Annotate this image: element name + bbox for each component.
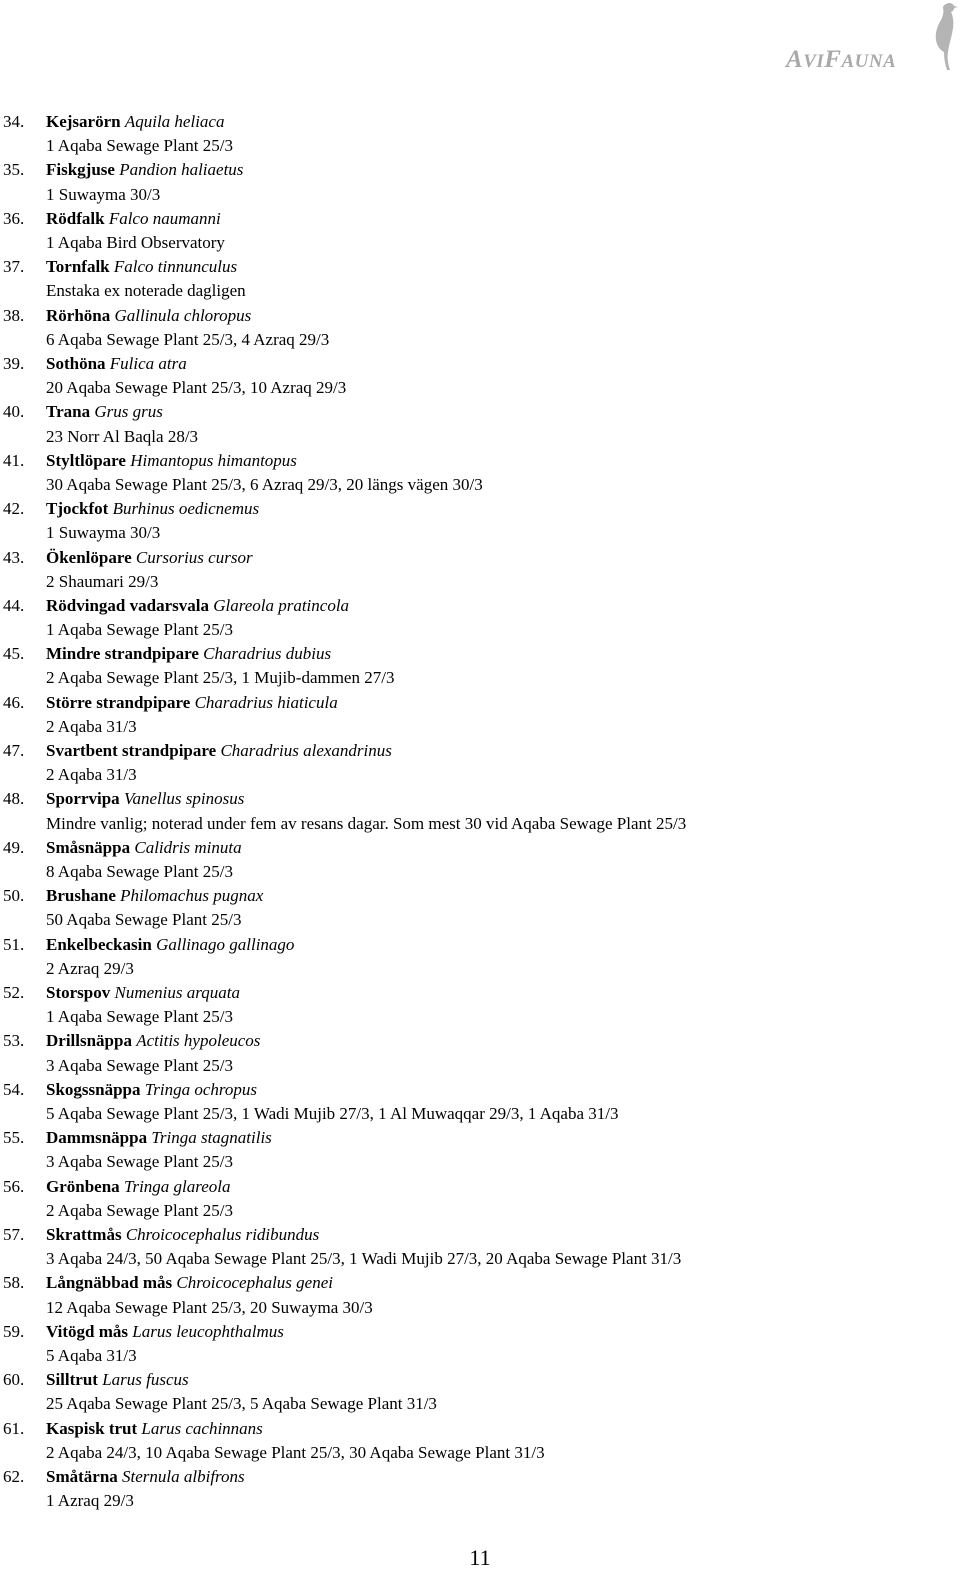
scientific-name: Falco naumanni bbox=[108, 208, 221, 228]
scientific-name: Philomachus pugnax bbox=[120, 886, 264, 906]
common-name: Kejsarörn bbox=[46, 112, 121, 131]
species-entry bbox=[0, 304, 960, 352]
observation-text: 3 Aqaba Sewage Plant 25/3 bbox=[46, 1152, 233, 1172]
common-name: Vitögd mås bbox=[46, 1321, 129, 1341]
page-number: 11 bbox=[469, 1545, 491, 1570]
observation-text: Mindre vanlig; noterad under fem av resans dagar. Som mest 30 vid Aqaba Sewage Plant 25/3 bbox=[46, 813, 687, 833]
species-name bbox=[46, 933, 294, 957]
species-entry bbox=[0, 787, 960, 835]
species-entry bbox=[0, 933, 960, 981]
species-name bbox=[46, 1175, 231, 1199]
species-name bbox=[46, 1078, 257, 1102]
species-number: 41. bbox=[3, 450, 25, 470]
species-number: 55. bbox=[3, 1128, 25, 1148]
species-number: 51. bbox=[3, 934, 25, 954]
species-name bbox=[46, 836, 242, 860]
species-entry bbox=[0, 546, 960, 594]
common-name: Rödfalk bbox=[46, 208, 105, 228]
species-name bbox=[46, 158, 243, 182]
species-entry bbox=[0, 1175, 960, 1223]
species-name bbox=[46, 787, 244, 811]
species-entry bbox=[0, 884, 960, 932]
common-name: Mindre strandpipare bbox=[46, 644, 199, 664]
scientific-name: Actitis hypoleucos bbox=[136, 1031, 261, 1051]
observation-text: 2 Aqaba 24/3, 10 Aqaba Sewage Plant 25/3, 30 Aqaba Sewage Plant 31/3 bbox=[46, 1442, 545, 1462]
species-number: 42. bbox=[3, 499, 25, 519]
species-number: 54. bbox=[3, 1079, 25, 1099]
observation-text: 1 Suwayma 30/3 bbox=[46, 523, 161, 543]
observation-text: 2 Shaumari 29/3 bbox=[46, 571, 159, 591]
species-name bbox=[46, 884, 263, 908]
species-number: 53. bbox=[3, 1031, 25, 1051]
avifauna-logo bbox=[770, 0, 960, 80]
common-name: Småsnäppa bbox=[46, 837, 131, 857]
common-name: Drillsnäppa bbox=[46, 1031, 132, 1051]
species-number: 48. bbox=[3, 789, 25, 809]
observation-text: 1 Aqaba Bird Observatory bbox=[46, 232, 225, 252]
scientific-name: Fulica atra bbox=[109, 353, 187, 373]
observation-text: 1 Aqaba Sewage Plant 25/3 bbox=[46, 1007, 233, 1027]
species-entry bbox=[0, 255, 960, 303]
scientific-name: Aquila heliaca bbox=[124, 112, 225, 131]
observation-text: 3 Aqaba 24/3, 50 Aqaba Sewage Plant 25/3, 1 Wadi Mujib 27/3, 20 Aqaba Sewage Plant 31/3 bbox=[46, 1249, 682, 1269]
species-entry bbox=[0, 352, 960, 400]
species-number: 50. bbox=[3, 886, 25, 906]
species-name bbox=[46, 1417, 263, 1441]
observation-text: 25 Aqaba Sewage Plant 25/3, 5 Aqaba Sewage Plant 31/3 bbox=[46, 1394, 437, 1414]
species-number: 61. bbox=[3, 1418, 25, 1438]
species-name bbox=[46, 739, 392, 763]
scientific-name: Burhinus oedicnemus bbox=[112, 499, 260, 519]
observation-text: 1 Suwayma 30/3 bbox=[46, 184, 161, 204]
species-entry bbox=[0, 691, 960, 739]
species-number: 49. bbox=[3, 837, 25, 857]
common-name: Skogssnäppa bbox=[46, 1079, 141, 1099]
scientific-name: Numenius arquata bbox=[114, 983, 240, 1003]
species-entry bbox=[0, 1368, 960, 1416]
common-name: Rörhöna bbox=[46, 305, 111, 325]
species-entry bbox=[0, 1320, 960, 1368]
scientific-name: Charadrius hiaticula bbox=[194, 692, 338, 712]
species-number: 56. bbox=[3, 1176, 25, 1196]
species-name bbox=[46, 207, 221, 231]
scientific-name: Tringa ochropus bbox=[144, 1079, 258, 1099]
species-number: 58. bbox=[3, 1273, 25, 1293]
species-entry bbox=[0, 1271, 960, 1319]
species-name bbox=[46, 1368, 189, 1392]
observation-text: 12 Aqaba Sewage Plant 25/3, 20 Suwayma 30/3 bbox=[46, 1297, 373, 1317]
scientific-name: Vanellus spinosus bbox=[123, 789, 245, 809]
observation-text: 1 Aqaba Sewage Plant 25/3 bbox=[46, 136, 233, 156]
species-number: 47. bbox=[3, 741, 25, 761]
common-name: Sothöna bbox=[46, 353, 106, 373]
species-number: 36. bbox=[3, 208, 25, 228]
species-entry bbox=[0, 836, 960, 884]
scientific-name: Falco tinnunculus bbox=[113, 257, 238, 277]
common-name: Dammsnäppa bbox=[46, 1128, 148, 1148]
common-name: Svartbent strandpipare bbox=[46, 741, 217, 761]
species-entry bbox=[0, 981, 960, 1029]
species-number: 35. bbox=[3, 160, 25, 180]
species-name bbox=[46, 981, 240, 1005]
species-name bbox=[46, 255, 237, 279]
species-name bbox=[46, 304, 251, 328]
common-name: Större strandpipare bbox=[46, 692, 191, 712]
common-name: Tjockfot bbox=[46, 499, 109, 519]
common-name: Ökenlöpare bbox=[46, 547, 132, 567]
scientific-name: Sternula albifrons bbox=[122, 1466, 245, 1486]
scientific-name: Larus fuscus bbox=[102, 1370, 189, 1390]
scientific-name: Pandion haliaetus bbox=[119, 160, 244, 180]
observation-text: Enstaka ex noterade dagligen bbox=[46, 281, 246, 301]
observation-text: 2 Aqaba 31/3 bbox=[46, 765, 137, 785]
species-number: 39. bbox=[3, 353, 25, 373]
observation-text: 23 Norr Al Baqla 28/3 bbox=[46, 426, 199, 446]
species-name bbox=[46, 1223, 319, 1247]
scientific-name: Himantopus himantopus bbox=[130, 450, 297, 470]
species-entry bbox=[0, 449, 960, 497]
common-name: Styltlöpare bbox=[46, 450, 126, 470]
common-name: Grönbena bbox=[46, 1176, 120, 1196]
observation-text: 1 Aqaba Sewage Plant 25/3 bbox=[46, 620, 233, 640]
species-number: 60. bbox=[3, 1370, 25, 1390]
scientific-name: Tringa stagnatilis bbox=[151, 1128, 272, 1148]
avifauna-logo-text: AVIFAUNA bbox=[786, 46, 897, 73]
species-list bbox=[0, 110, 960, 1513]
common-name: Enkelbeckasin bbox=[46, 934, 152, 954]
scientific-name: Larus leucophthalmus bbox=[132, 1321, 284, 1341]
species-entry bbox=[0, 497, 960, 545]
species-name bbox=[46, 1126, 272, 1150]
observation-text: 30 Aqaba Sewage Plant 25/3, 6 Azraq 29/3, 20 längs vägen 30/3 bbox=[46, 474, 483, 494]
species-entry bbox=[0, 1417, 960, 1465]
observation-text: 6 Aqaba Sewage Plant 25/3, 4 Azraq 29/3 bbox=[46, 329, 330, 349]
observation-text: 2 Aqaba Sewage Plant 25/3 bbox=[46, 1200, 233, 1220]
observation-text: 5 Aqaba 31/3 bbox=[46, 1345, 137, 1365]
scientific-name: Chroicocephalus ridibundus bbox=[125, 1224, 320, 1244]
observation-text: 1 Azraq 29/3 bbox=[46, 1491, 134, 1511]
observation-text: 2 Aqaba Sewage Plant 25/3, 1 Mujib-dammen 27/3 bbox=[46, 668, 395, 688]
species-number: 46. bbox=[3, 692, 25, 712]
species-number: 40. bbox=[3, 402, 25, 422]
species-entry bbox=[0, 1126, 960, 1174]
common-name: Silltrut bbox=[46, 1370, 98, 1390]
observation-text: 2 Azraq 29/3 bbox=[46, 958, 134, 978]
species-number: 57. bbox=[3, 1224, 25, 1244]
common-name: Skrattmås bbox=[46, 1224, 122, 1244]
observation-text: 2 Aqaba 31/3 bbox=[46, 716, 137, 736]
species-name bbox=[46, 110, 224, 134]
species-number: 62. bbox=[3, 1466, 25, 1486]
scientific-name: Gallinago gallinago bbox=[156, 934, 295, 954]
species-entry bbox=[0, 1465, 960, 1513]
species-number: 38. bbox=[3, 305, 25, 325]
observation-text: 5 Aqaba Sewage Plant 25/3, 1 Wadi Mujib 27/3, 1 Al Muwaqqar 29/3, 1 Aqaba 31/3 bbox=[46, 1104, 619, 1123]
species-name bbox=[46, 1320, 284, 1344]
species-entry bbox=[0, 400, 960, 448]
scientific-name: Chroicocephalus genei bbox=[176, 1273, 333, 1293]
species-number: 59. bbox=[3, 1321, 25, 1341]
species-number: 34. bbox=[3, 112, 25, 131]
scientific-name: Charadrius alexandrinus bbox=[220, 741, 392, 761]
species-name bbox=[46, 449, 297, 473]
species-entry bbox=[0, 642, 960, 690]
species-name bbox=[46, 352, 187, 376]
common-name: Sporrvipa bbox=[46, 789, 120, 809]
species-entry bbox=[0, 1078, 960, 1126]
observation-text: 50 Aqaba Sewage Plant 25/3 bbox=[46, 910, 242, 930]
species-name bbox=[46, 594, 349, 618]
species-name bbox=[46, 497, 259, 521]
species-number: 37. bbox=[3, 257, 25, 277]
scientific-name: Tringa glareola bbox=[123, 1176, 231, 1196]
species-number: 45. bbox=[3, 644, 25, 664]
species-number: 43. bbox=[3, 547, 25, 567]
common-name: Trana bbox=[46, 402, 91, 422]
common-name: Tornfalk bbox=[46, 257, 110, 277]
common-name: Kaspisk trut bbox=[46, 1418, 138, 1438]
species-name bbox=[46, 1029, 260, 1053]
common-name: Brushane bbox=[46, 886, 116, 906]
observation-text: 3 Aqaba Sewage Plant 25/3 bbox=[46, 1055, 233, 1075]
observation-text: 8 Aqaba Sewage Plant 25/3 bbox=[46, 862, 233, 882]
species-name bbox=[46, 1465, 245, 1489]
species-entry bbox=[0, 1223, 960, 1271]
species-name bbox=[46, 1271, 333, 1295]
species-entry bbox=[0, 1029, 960, 1077]
species-entry bbox=[0, 158, 960, 206]
species-entry bbox=[0, 207, 960, 255]
species-entry bbox=[0, 739, 960, 787]
species-name bbox=[46, 642, 331, 666]
species-number: 52. bbox=[3, 983, 25, 1003]
scientific-name: Glareola pratincola bbox=[213, 595, 350, 615]
scientific-name: Calidris minuta bbox=[134, 837, 242, 857]
common-name: Långnäbbad mås bbox=[46, 1273, 173, 1293]
scientific-name: Cursorius cursor bbox=[135, 547, 253, 567]
species-entry bbox=[0, 594, 960, 642]
species-name bbox=[46, 691, 338, 715]
species-number: 44. bbox=[3, 595, 25, 615]
species-name bbox=[46, 400, 163, 424]
species-entry bbox=[0, 110, 960, 158]
species-name bbox=[46, 546, 253, 570]
common-name: Rödvingad vadarsvala bbox=[46, 595, 209, 615]
scientific-name: Charadrius dubius bbox=[203, 644, 332, 664]
scientific-name: Grus grus bbox=[94, 402, 163, 422]
scientific-name: Gallinula chloropus bbox=[114, 305, 252, 325]
observation-text: 20 Aqaba Sewage Plant 25/3, 10 Azraq 29/3 bbox=[46, 378, 347, 398]
common-name: Storspov bbox=[46, 983, 111, 1003]
common-name: Småtärna bbox=[46, 1466, 118, 1486]
common-name: Fiskgjuse bbox=[46, 160, 115, 180]
scientific-name: Larus cachinnans bbox=[141, 1418, 263, 1438]
bird-silhouette-icon bbox=[918, 0, 960, 74]
